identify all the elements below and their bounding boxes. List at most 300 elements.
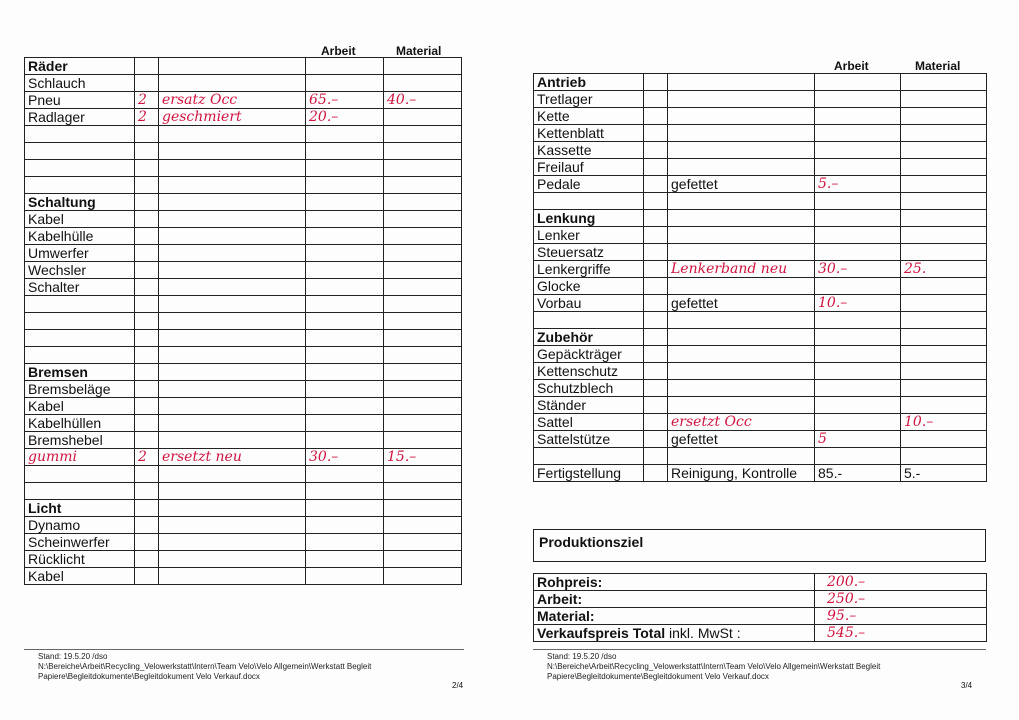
item-label: Scheinwerfer <box>25 534 135 551</box>
arbeit-cell <box>815 448 901 465</box>
item-label <box>25 177 135 194</box>
table-row <box>534 448 987 465</box>
qty-cell <box>135 279 159 296</box>
description-cell <box>159 381 306 398</box>
qty-cell <box>644 397 668 414</box>
section-title: Bremsen <box>25 364 135 381</box>
qty-cell <box>135 398 159 415</box>
qty-cell <box>644 108 668 125</box>
arbeit-cell: 30.– <box>306 449 384 466</box>
description-cell <box>159 143 306 160</box>
table-row <box>25 160 462 177</box>
qty-cell <box>644 227 668 244</box>
material-cell <box>901 380 987 397</box>
material-cell <box>384 160 462 177</box>
material-cell <box>901 278 987 295</box>
description-cell <box>668 159 815 176</box>
description-cell: ersetzt Occ <box>668 414 815 431</box>
qty-cell <box>644 278 668 295</box>
right-footer-rule <box>533 649 986 650</box>
qty-cell <box>135 568 159 585</box>
arbeit-cell <box>815 312 901 329</box>
arbeit-cell: 10.– <box>815 295 901 312</box>
item-label <box>25 313 135 330</box>
right-page-number: 3/4 <box>961 681 973 690</box>
table-row <box>534 312 987 329</box>
table-row <box>25 109 462 126</box>
arbeit-cell <box>815 210 901 227</box>
item-label: Umwerfer <box>25 245 135 262</box>
table-row <box>25 177 462 194</box>
description-cell <box>159 551 306 568</box>
material-cell <box>384 296 462 313</box>
qty-cell <box>135 313 159 330</box>
description-cell <box>668 448 815 465</box>
arbeit-cell: 30.– <box>815 261 901 278</box>
item-label: Lenkergriffe <box>534 261 644 278</box>
material-cell <box>384 483 462 500</box>
qty-cell <box>644 142 668 159</box>
material-cell <box>901 91 987 108</box>
table-row <box>534 142 987 159</box>
item-label: Bremsbeläge <box>25 381 135 398</box>
material-cell <box>901 176 987 193</box>
section-title: Zubehör <box>534 329 644 346</box>
qty-cell <box>135 415 159 432</box>
description-cell <box>668 312 815 329</box>
description-cell <box>668 397 815 414</box>
summary-label: Material: <box>537 608 595 624</box>
summary-row <box>534 625 987 642</box>
arbeit-cell <box>306 466 384 483</box>
material-cell <box>901 142 987 159</box>
item-label <box>534 448 644 465</box>
material-cell <box>901 431 987 448</box>
description-cell <box>668 380 815 397</box>
arbeit-cell <box>306 483 384 500</box>
description-cell: Lenkerband neu <box>668 261 815 278</box>
arbeit-cell <box>815 346 901 363</box>
qty-cell <box>644 380 668 397</box>
left-form-table <box>24 57 462 585</box>
item-label <box>25 466 135 483</box>
qty-cell <box>135 347 159 364</box>
arbeit-cell <box>815 91 901 108</box>
arbeit-cell <box>815 74 901 91</box>
table-row <box>534 431 987 448</box>
section-header-row <box>25 194 462 211</box>
arbeit-cell <box>306 228 384 245</box>
right-footer-stand: Stand: 19.5.20 /dso <box>547 652 617 661</box>
material-cell <box>384 58 462 75</box>
item-label: Fertigstellung <box>534 465 644 482</box>
qty-cell <box>135 364 159 381</box>
arbeit-cell: 20.– <box>306 109 384 126</box>
arbeit-cell <box>306 279 384 296</box>
arbeit-cell <box>306 534 384 551</box>
summary-label-suffix: inkl. MwSt : <box>665 625 741 641</box>
material-cell <box>384 228 462 245</box>
description-cell <box>159 262 306 279</box>
description-cell <box>159 517 306 534</box>
arbeit-cell <box>306 194 384 211</box>
item-label <box>25 330 135 347</box>
arbeit-cell <box>815 142 901 159</box>
item-label: Pneu <box>25 92 135 109</box>
table-row <box>534 193 987 210</box>
description-cell: Reinigung, Kontrolle <box>668 465 815 482</box>
item-label <box>534 312 644 329</box>
description-cell <box>159 534 306 551</box>
description-cell <box>159 415 306 432</box>
arbeit-cell <box>306 296 384 313</box>
qty-cell <box>135 177 159 194</box>
description-cell: geschmiert <box>159 109 306 126</box>
item-label: Tretlager <box>534 91 644 108</box>
table-row <box>534 261 987 278</box>
left-col-arbeit-header: Arbeit <box>321 44 356 58</box>
item-label: Ständer <box>534 397 644 414</box>
table-row <box>25 483 462 500</box>
right-footer-path2: Papiere\Begleitdokumente\Begleitdokument Velo Verkauf.docx <box>547 672 769 681</box>
summary-label-cell <box>534 625 815 642</box>
material-cell <box>384 279 462 296</box>
table-row <box>534 278 987 295</box>
description-cell: gefettet <box>668 176 815 193</box>
item-label <box>25 160 135 177</box>
section-title: Lenkung <box>534 210 644 227</box>
material-cell <box>384 126 462 143</box>
description-cell <box>159 177 306 194</box>
description-cell <box>159 296 306 313</box>
arbeit-cell <box>815 329 901 346</box>
description-cell <box>159 347 306 364</box>
item-label: Bremshebel <box>25 432 135 449</box>
arbeit-cell <box>815 244 901 261</box>
table-row <box>25 296 462 313</box>
item-label: Schlauch <box>25 75 135 92</box>
arbeit-cell <box>306 245 384 262</box>
material-cell <box>384 313 462 330</box>
item-label: Freilauf <box>534 159 644 176</box>
arbeit-cell <box>815 278 901 295</box>
arbeit-cell <box>306 262 384 279</box>
arbeit-cell <box>306 517 384 534</box>
arbeit-cell <box>815 414 901 431</box>
section-header-row <box>25 364 462 381</box>
price-summary-table <box>533 573 987 642</box>
material-cell <box>901 159 987 176</box>
material-cell <box>384 177 462 194</box>
arbeit-cell <box>306 500 384 517</box>
arbeit-cell <box>306 551 384 568</box>
table-row <box>25 279 462 296</box>
table-row <box>534 397 987 414</box>
material-cell <box>901 74 987 91</box>
material-cell <box>901 397 987 414</box>
qty-cell <box>135 75 159 92</box>
material-cell: 15.– <box>384 449 462 466</box>
table-row <box>25 330 462 347</box>
material-cell <box>384 500 462 517</box>
item-label <box>534 193 644 210</box>
description-cell <box>159 211 306 228</box>
table-row <box>534 108 987 125</box>
material-cell <box>384 194 462 211</box>
description-cell <box>668 108 815 125</box>
description-cell <box>159 126 306 143</box>
material-cell <box>384 517 462 534</box>
description-cell <box>159 398 306 415</box>
item-label: Radlager <box>25 109 135 126</box>
table-row <box>534 227 987 244</box>
item-label: Schalter <box>25 279 135 296</box>
qty-cell <box>135 534 159 551</box>
description-cell <box>668 142 815 159</box>
description-cell <box>668 363 815 380</box>
material-cell <box>384 347 462 364</box>
item-label: Sattelstütze <box>534 431 644 448</box>
left-col-material-header: Material <box>396 44 442 58</box>
material-cell <box>901 448 987 465</box>
qty-cell <box>644 312 668 329</box>
right-footer <box>547 652 880 682</box>
qty-cell <box>644 363 668 380</box>
qty-cell <box>135 228 159 245</box>
qty-cell <box>644 91 668 108</box>
description-cell <box>668 278 815 295</box>
arbeit-cell <box>815 159 901 176</box>
description-cell <box>668 227 815 244</box>
table-row <box>534 346 987 363</box>
section-title: Antrieb <box>534 74 644 91</box>
arbeit-cell <box>306 347 384 364</box>
arbeit-cell <box>306 398 384 415</box>
material-cell <box>901 193 987 210</box>
material-cell <box>384 262 462 279</box>
qty-cell <box>135 143 159 160</box>
table-row <box>534 125 987 142</box>
table-row <box>25 415 462 432</box>
qty-cell <box>644 465 668 482</box>
arbeit-cell <box>306 75 384 92</box>
item-label: Schutzblech <box>534 380 644 397</box>
material-cell <box>901 329 987 346</box>
summary-label: Arbeit: <box>537 591 583 607</box>
qty-cell: 2 <box>135 92 159 109</box>
description-cell <box>159 228 306 245</box>
qty-cell <box>135 245 159 262</box>
table-row <box>25 466 462 483</box>
material-cell: 5.- <box>901 465 987 482</box>
material-cell <box>901 312 987 329</box>
material-cell <box>901 295 987 312</box>
item-label: gummi <box>25 449 135 466</box>
right-footer-path1: N:\Bereiche\Arbeit\Recycling_Velowerkstatt\Intern\Team Velo\Velo Allgemein\Werkstatt Begleit <box>547 662 881 671</box>
item-label: Steuersatz <box>534 244 644 261</box>
arbeit-cell: 5.– <box>815 176 901 193</box>
table-row <box>25 75 462 92</box>
table-row <box>534 159 987 176</box>
description-cell <box>159 364 306 381</box>
qty-cell <box>135 381 159 398</box>
right-col-arbeit-header: Arbeit <box>834 59 869 73</box>
arbeit-cell <box>306 432 384 449</box>
description-cell: gefettet <box>668 431 815 448</box>
summary-label: Verkaufspreis Total <box>537 625 666 641</box>
produktionsziel-label: Produktionsziel <box>539 534 644 550</box>
table-row <box>534 380 987 397</box>
qty-cell <box>135 500 159 517</box>
produktionsziel-box <box>533 529 986 562</box>
item-label <box>25 143 135 160</box>
description-cell <box>159 160 306 177</box>
material-cell <box>384 245 462 262</box>
arbeit-cell <box>306 160 384 177</box>
left-page <box>0 0 505 720</box>
qty-cell <box>135 211 159 228</box>
material-cell <box>384 75 462 92</box>
item-label: Glocke <box>534 278 644 295</box>
item-label: Rücklicht <box>25 551 135 568</box>
item-label: Vorbau <box>534 295 644 312</box>
material-cell <box>901 244 987 261</box>
summary-row <box>534 591 987 608</box>
summary-label-cell <box>534 574 815 591</box>
material-cell <box>384 143 462 160</box>
qty-cell <box>135 58 159 75</box>
left-page-number: 2/4 <box>452 681 464 690</box>
description-cell <box>159 194 306 211</box>
description-cell <box>668 346 815 363</box>
table-row <box>534 295 987 312</box>
description-cell <box>668 210 815 227</box>
item-label: Wechsler <box>25 262 135 279</box>
right-col-material-header: Material <box>915 59 961 73</box>
qty-cell: 2 <box>135 449 159 466</box>
summary-label: Rohpreis: <box>537 574 603 590</box>
summary-value: 545.– <box>815 625 987 642</box>
item-label: Kettenblatt <box>534 125 644 142</box>
table-row <box>25 262 462 279</box>
summary-row <box>534 608 987 625</box>
left-footer-path2: Papiere\Begleitdokumente\Begleitdokument Velo Verkauf.docx <box>38 672 260 681</box>
arbeit-cell <box>815 125 901 142</box>
material-cell <box>384 415 462 432</box>
item-label: Sattel <box>534 414 644 431</box>
description-cell <box>159 75 306 92</box>
description-cell <box>668 193 815 210</box>
section-header-row <box>25 500 462 517</box>
arbeit-cell <box>306 330 384 347</box>
summary-value: 200.– <box>815 574 987 591</box>
qty-cell <box>135 126 159 143</box>
table-row <box>534 91 987 108</box>
arbeit-cell <box>306 364 384 381</box>
left-footer-stand: Stand: 19.5.20 /dso <box>38 652 108 661</box>
material-cell <box>384 398 462 415</box>
material-cell: 40.– <box>384 92 462 109</box>
description-cell <box>159 568 306 585</box>
description-cell <box>159 279 306 296</box>
arbeit-cell <box>306 415 384 432</box>
item-label <box>25 483 135 500</box>
section-header-row <box>534 210 987 227</box>
section-header-row <box>25 58 462 75</box>
material-cell <box>901 363 987 380</box>
qty-cell <box>644 431 668 448</box>
section-title: Licht <box>25 500 135 517</box>
arbeit-cell <box>306 313 384 330</box>
item-label: Lenker <box>534 227 644 244</box>
arbeit-cell <box>815 380 901 397</box>
item-label: Kabelhülle <box>25 228 135 245</box>
qty-cell <box>135 160 159 177</box>
material-cell <box>384 364 462 381</box>
qty-cell <box>135 262 159 279</box>
arbeit-cell <box>306 143 384 160</box>
arbeit-cell <box>815 227 901 244</box>
arbeit-cell <box>306 381 384 398</box>
table-row <box>25 228 462 245</box>
arbeit-cell <box>815 397 901 414</box>
table-row <box>25 126 462 143</box>
qty-cell <box>135 432 159 449</box>
section-title: Räder <box>25 58 135 75</box>
item-label: Kabelhüllen <box>25 415 135 432</box>
arbeit-cell <box>815 193 901 210</box>
description-cell: ersetzt neu <box>159 449 306 466</box>
material-cell <box>901 227 987 244</box>
item-label: Gepäckträger <box>534 346 644 363</box>
left-footer-rule <box>24 649 464 650</box>
table-row <box>25 347 462 364</box>
material-cell <box>901 346 987 363</box>
left-footer <box>38 652 371 682</box>
item-label: Dynamo <box>25 517 135 534</box>
table-row <box>25 551 462 568</box>
item-label: Kabel <box>25 398 135 415</box>
description-cell <box>159 432 306 449</box>
description-cell <box>159 466 306 483</box>
material-cell <box>384 568 462 585</box>
description-cell <box>668 329 815 346</box>
table-row <box>25 211 462 228</box>
item-label: Kabel <box>25 568 135 585</box>
table-row <box>25 534 462 551</box>
material-cell: 25. <box>901 261 987 278</box>
qty-cell <box>644 74 668 91</box>
table-row <box>25 381 462 398</box>
arbeit-cell <box>306 126 384 143</box>
table-row <box>25 313 462 330</box>
material-cell <box>384 381 462 398</box>
qty-cell <box>644 329 668 346</box>
arbeit-cell <box>306 58 384 75</box>
qty-cell <box>644 414 668 431</box>
description-cell <box>159 313 306 330</box>
table-row <box>534 244 987 261</box>
description-cell <box>159 500 306 517</box>
qty-cell <box>644 125 668 142</box>
item-label: Pedale <box>534 176 644 193</box>
table-row <box>25 143 462 160</box>
item-label <box>25 126 135 143</box>
material-cell <box>901 108 987 125</box>
qty-cell <box>135 466 159 483</box>
table-row <box>25 92 462 109</box>
material-cell <box>901 125 987 142</box>
